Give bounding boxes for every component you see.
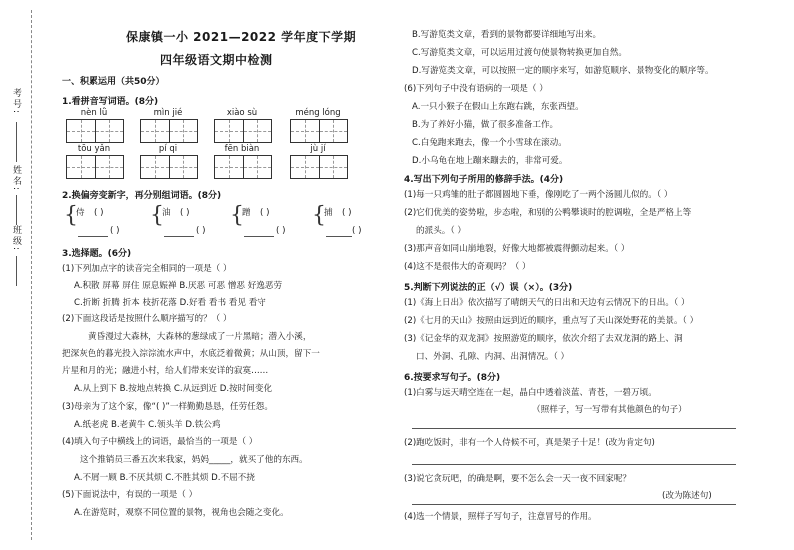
- name-line: [16, 195, 17, 225]
- answer-blank[interactable]: [244, 236, 274, 237]
- answer-paren[interactable]: ( ): [180, 208, 190, 218]
- q6-title: 6.按要求写句子。(8分): [404, 373, 501, 383]
- q5-line: 口、外洞、孔隙、内洞、出洞情况。（ ）: [416, 352, 570, 362]
- option-line: A.一只小猴子在假山上东跑右跳，东张西望。: [412, 102, 584, 112]
- option-line: C.写游览类文章，可以运用过渡句使景物转换更加自然。: [412, 48, 627, 58]
- answer-paren[interactable]: ( ): [260, 208, 270, 218]
- q3-passage-line: 把深灰色的暮光投入淙淙流水声中，水底泛着微黄；从山顶，留下一: [62, 349, 320, 359]
- base-character: 侍: [76, 208, 85, 218]
- writing-grid[interactable]: [290, 119, 348, 143]
- pinyin-text: jù jí: [310, 144, 326, 154]
- answer-paren[interactable]: ( ): [110, 226, 120, 236]
- answer-paren[interactable]: ( ): [276, 226, 286, 236]
- q2-title: 2.换偏旁变新字，再分别组词语。(8分): [62, 191, 222, 201]
- pinyin-text: nèn lǜ: [80, 108, 108, 118]
- writing-grid[interactable]: [214, 155, 272, 179]
- q3-line: A.从上到下 B.按地点转换 C.从远到近 D.按时间变化: [74, 384, 273, 394]
- option-line: B.为了养好小猫，做了很多准备工作。: [412, 120, 559, 130]
- answer-paren[interactable]: ( ): [352, 226, 362, 236]
- class-line: [16, 256, 17, 286]
- q3-line: A.不屑一顾 B.不厌其烦 C.不胜其烦 D.不屈不挠: [74, 473, 255, 483]
- pinyin-text: xiào sù: [226, 108, 258, 118]
- brace-icon: {: [64, 203, 78, 228]
- answer-line[interactable]: [412, 464, 736, 465]
- base-character: 油: [162, 208, 171, 218]
- option-line: B.写游览类文章，看到的景物都要详细地写出来。: [412, 30, 602, 40]
- question-line: (6)下列句子中没有语病的一项是（ ）: [404, 84, 548, 94]
- q3-line: (3)母亲为了这个家，像“( )”一样勤勤恳恳，任劳任怨。: [62, 402, 273, 412]
- q4-line: 的派头。（ ）: [416, 226, 466, 236]
- q4-line: (3)那声音如同山崩地裂，好像大地都被震得颤动起来。（ ）: [404, 244, 630, 254]
- q4-line: (4)这不是很伟大的奇观吗？（ ）: [404, 262, 531, 272]
- pinyin-text: tōu yǎn: [77, 144, 111, 154]
- q5-title: 5.判断下列说法的正（√）误（×）。(3分): [404, 283, 573, 293]
- answer-paren[interactable]: ( ): [94, 208, 104, 218]
- q4-line: (2)它们优美的姿势啦，步态啦，和别的公鸭攀谈时的腔调啦，全是严格上等: [404, 208, 692, 218]
- writing-grid[interactable]: [214, 119, 272, 143]
- brace-icon: {: [230, 203, 244, 228]
- q3-line: A.纸老虎 B.老黄牛 C.领头羊 D.铁公鸡: [74, 420, 221, 430]
- q3-line: (4)填入句子中横线上的词语，最恰当的一项是（ ）: [62, 437, 258, 447]
- q6-instruction: (改为陈述句): [662, 491, 712, 501]
- page-subtitle: 四年级语文期中检测: [160, 53, 273, 67]
- q4-line: (1)每一只鸡雏的肚子都圆圆地下垂，像刚吃了一两个汤圆儿似的。（ ）: [404, 190, 673, 200]
- q6-line: (1)白雾与远天晴空连在一起，晶白中透着淡蓝、青苍，一碧万顷。: [404, 388, 657, 398]
- base-character: 蹭: [242, 208, 251, 218]
- option-line: C.白兔跑来跑去，像一个小雪球在滚动。: [412, 138, 567, 148]
- q3-line: (1)下列加点字的读音完全相同的一项是（ ）: [62, 264, 232, 274]
- answer-blank[interactable]: [164, 236, 194, 237]
- q3-passage-line: 片星和月的光；融进小村，给人们带来安详的寂寞……: [62, 366, 269, 376]
- writing-grid[interactable]: [140, 119, 198, 143]
- q3-line: C.折断 折腾 折本 枝折花落 D.好看 看书 看见 看守: [74, 298, 266, 308]
- writing-grid[interactable]: [140, 155, 198, 179]
- q3-line: A.积散 屏幕 屏住 原息娠禅 B.厌恶 可恶 憎恶 好逸恶劳: [74, 281, 283, 291]
- brace-icon: {: [312, 203, 326, 228]
- name-label: 姓名:: [11, 165, 21, 193]
- q6-line: (3)说它贪玩吧，的确是啊，要不怎么会一天一夜不回家呢？: [404, 474, 632, 484]
- q3-line: (2)下面这段话是按照什么顺序描写的？（ ）: [62, 314, 232, 324]
- option-line: D.写游览类文章，可以按照一定的顺序来写，如游览顺序、景物变化的顺序等。: [412, 66, 714, 76]
- exam-number-label: 考号:: [11, 88, 21, 116]
- q3-title: 3.选择题。(6分): [62, 249, 132, 259]
- pinyin-text: pí qi: [158, 144, 178, 154]
- answer-line[interactable]: [412, 504, 736, 505]
- pinyin-text: mìn jié: [153, 108, 183, 118]
- writing-grid[interactable]: [290, 155, 348, 179]
- q1-title: 1.看拼音写词语。(8分): [62, 97, 159, 107]
- exam-number-line: [16, 122, 17, 162]
- q5-line: (1)《海上日出》依次描写了晴朗天气的日出和天边有云情况下的日出。（ ）: [404, 298, 690, 308]
- q6-instruction: （照样子，写一写带有其他颜色的句子）: [532, 405, 687, 415]
- writing-grid[interactable]: [66, 155, 124, 179]
- q5-line: (3)《记金华的双龙洞》按照游览的顺序，依次介绍了去双龙洞的路上、洞: [404, 334, 683, 344]
- writing-grid[interactable]: [66, 119, 124, 143]
- base-character: 捕: [324, 208, 333, 218]
- pinyin-text: fēn biàn: [224, 144, 260, 154]
- class-label: 班级:: [11, 225, 21, 253]
- answer-blank[interactable]: [326, 236, 352, 237]
- answer-paren[interactable]: ( ): [342, 208, 352, 218]
- brace-icon: {: [150, 203, 164, 228]
- q3-passage-line: 黄昏漫过大森林，大森林的葱绿成了一片黑暗；潜入小溪，: [88, 332, 312, 342]
- page-title: 保康镇一小 2021—2022 学年度下学期: [126, 30, 357, 44]
- q4-title: 4.写出下列句子所用的修辞手法。(4分): [404, 175, 564, 185]
- answer-paren[interactable]: ( ): [196, 226, 206, 236]
- answer-blank[interactable]: [78, 236, 108, 237]
- q3-line: A.在游览时，观察不同位置的景物，视角也会随之变化。: [74, 508, 289, 518]
- option-line: D.小乌龟在地上蹦来蹦去的，非常可爱。: [412, 156, 568, 166]
- q6-line: (2)跑吃饭时，非有一个人侍候不可，真是架子十足！(改为肯定句): [404, 438, 655, 448]
- pinyin-text: méng lóng: [295, 108, 341, 118]
- binding-dashed-line: [31, 10, 32, 540]
- section-title: 一、积累运用（共50分）: [62, 77, 165, 87]
- q3-line: 这个推销员三番五次来我家，妈妈_____，就买了他的东西。: [80, 455, 308, 465]
- q5-line: (2)《七月的天山》按照由远到近的顺序，重点写了天山深处野花的美景。（ ）: [404, 316, 699, 326]
- q3-line: (5)下面说法中，有误的一项是（ ）: [62, 490, 198, 500]
- answer-line[interactable]: [412, 428, 736, 429]
- q6-line: (4)选一个情景，照样子写句子，注意冒号的作用。: [404, 512, 597, 522]
